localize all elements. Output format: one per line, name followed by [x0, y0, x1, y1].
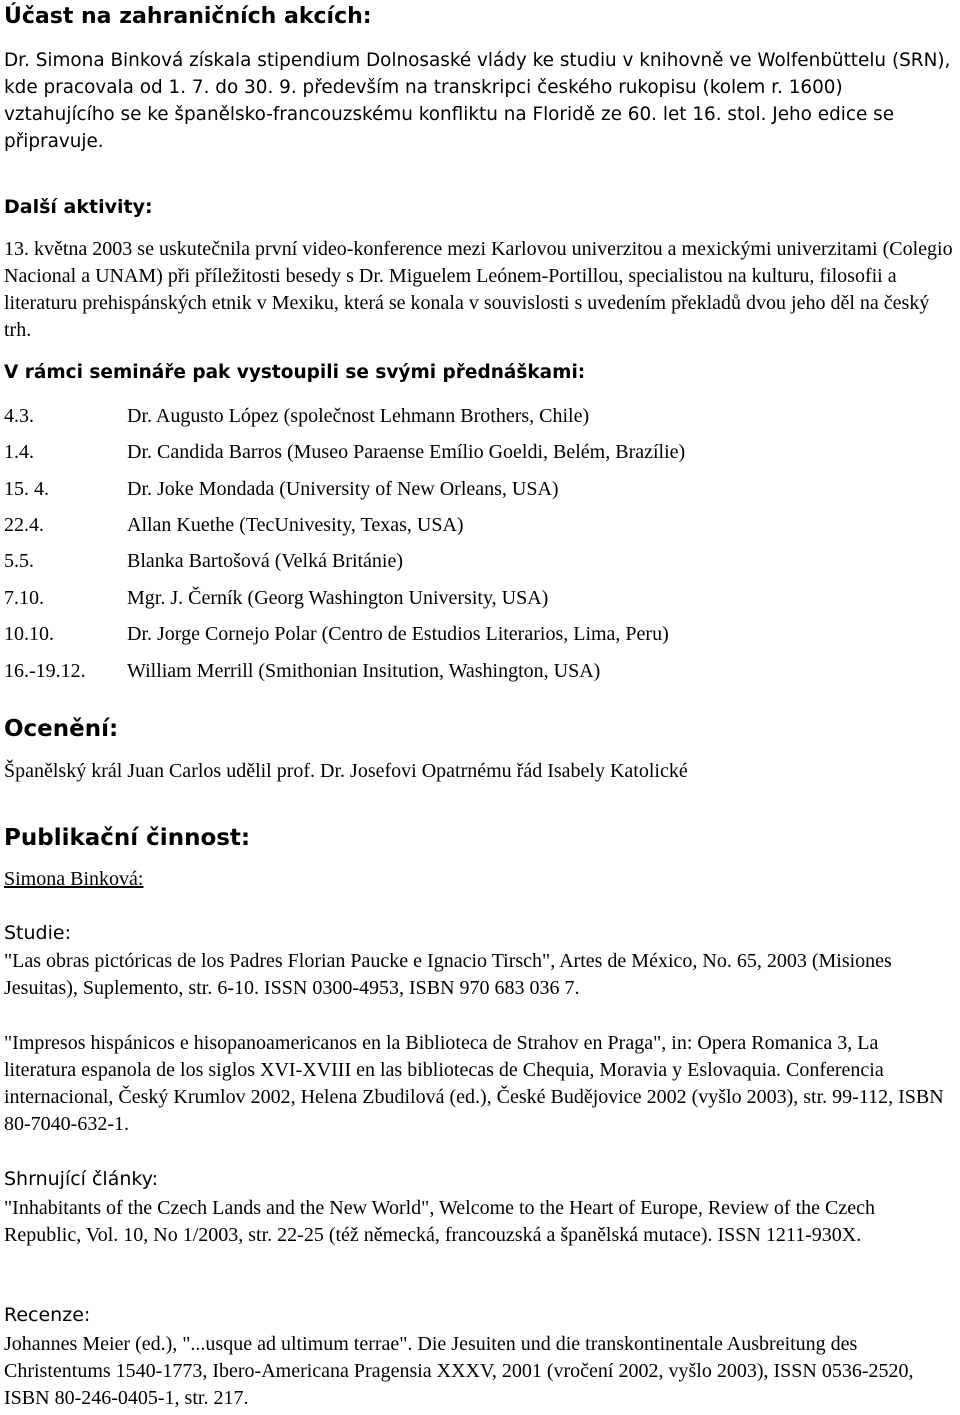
heading-studies: Studie: — [4, 922, 71, 944]
lecture-row — [4, 474, 954, 504]
heading-publications: Publikační činnost: — [4, 825, 251, 851]
lecture-row — [4, 546, 954, 576]
lecture-row — [4, 583, 954, 613]
lecture-row — [4, 510, 954, 540]
study-entry-2: "Impresos hispánicos e hisopanoamericanos en la Biblioteca de Strahov en Praga", in: Opera Romanica 3, La literatura espanola de los siglos XVI-XVIII en las bibliotecas de Chequia, Moravia y Eslovaquia. Conferencia internacional, Český Krumlov 2002, Helena Zbudilová (ed.), České Budějovice 2002 (vyšlo 2003), str. 99-112, ISBN 80-7040-632-1. — [4, 1032, 944, 1135]
lecture-date: 15. 4. — [4, 478, 49, 500]
heading-reviews: Recenze: — [4, 1304, 91, 1326]
lecture-speaker: Dr. Jorge Cornejo Polar (Centro de Estudios Literarios, Lima, Peru) — [127, 623, 669, 645]
lecture-speaker: William Merrill (Smithonian Insitution, Washington, USA) — [127, 660, 601, 682]
lecture-row — [4, 437, 954, 467]
paragraph-awards: Španělský král Juan Carlos udělil prof. Dr. Josefovi Opatrnému řád Isabely Katolické — [4, 760, 688, 782]
heading-abroad: Účast na zahraničních akcích: — [4, 4, 372, 29]
heading-awards: Ocenění: — [4, 716, 119, 742]
lecture-speaker: Mgr. J. Černík (Georg Washington University, USA) — [127, 587, 549, 609]
lecture-speaker: Allan Kuethe (TecUnivesity, Texas, USA) — [127, 514, 464, 536]
lecture-date: 10.10. — [4, 623, 54, 645]
lecture-row — [4, 656, 954, 686]
lecture-date: 22.4. — [4, 514, 44, 536]
lecture-date: 4.3. — [4, 405, 34, 427]
lecture-date: 5.5. — [4, 550, 34, 572]
lecture-row — [4, 619, 954, 649]
lecture-speaker: Dr. Augusto López (společnost Lehmann Brothers, Chile) — [127, 405, 590, 427]
study-entry-1: "Las obras pictóricas de los Padres Florian Paucke e Ignacio Tirsch", Artes de México, No. 65, 2003 (Misiones Jesuitas), Suplemento, str. 6-10. ISSN 0300-4953, ISBN 970 683 036 7. — [4, 950, 892, 999]
heading-other-activities: Další aktivity: — [4, 196, 153, 218]
lecture-speaker: Blanka Bartošová (Velká Británie) — [127, 550, 404, 572]
lecture-row — [4, 401, 954, 431]
summary-article-1: "Inhabitants of the Czech Lands and the New World", Welcome to the Heart of Europe, Review of the Czech Republic, Vol. 10, No 1/2003, str. 22-25 (též německá, francouzská a španělská mutace). ISSN 1211-930X. — [4, 1197, 875, 1246]
lecture-speaker: Dr. Candida Barros (Museo Paraense Emílio Goeldi, Belém, Brazílie) — [127, 441, 686, 463]
lecture-date: 16.-19.12. — [4, 660, 86, 682]
lecture-date: 1.4. — [4, 441, 34, 463]
lecture-date: 7.10. — [4, 587, 44, 609]
paragraph-abroad: Dr. Simona Binková získala stipendium Dolnosaské vlády ke studiu v knihovně ve Wolfenbüttelu (SRN), kde pracovala od 1. 7. do 30. 9. především na transkripci českého rukopisu (kolem r. 1600) vztahujícího se ke španělsko-francouzskému konfliktu na Floridě ze 60. let 16. stol. Jeho edice se připravuje. — [4, 50, 951, 152]
review-entry-1: Johannes Meier (ed.), "...usque ad ultimum terrae". Die Jesuiten und die transkontinentale Ausbreitung des Christentums 1540-1773, Ibero-Americana Pragensia XXXV, 2001 (vročení 2002, vyšlo 2003), ISSN 0536-2520, ISBN 80-246-0405-1, str. 217. — [4, 1333, 914, 1409]
seminar-heading: V rámci semináře pak vystoupili se svými přednáškami: — [4, 362, 586, 383]
heading-summary-articles: Shrnující články: — [4, 1168, 158, 1190]
paragraph-other-activities: 13. května 2003 se uskutečnila první video-konference mezi Karlovou univerzitou a mexickými univerzitami (Colegio Nacional a UNAM) při příležitosti besedy s Dr. Miguelem Leónem-Portillou, specialistou na kulturu, filosofii a literaturu prehispánských etnik v Mexiku, která se konala v souvislosti s uvedením překladů dvou jeho děl na český trh. — [4, 238, 953, 341]
publications-author: Simona Binková: — [4, 868, 144, 890]
lecture-speaker: Dr. Joke Mondada (University of New Orleans, USA) — [127, 478, 559, 500]
